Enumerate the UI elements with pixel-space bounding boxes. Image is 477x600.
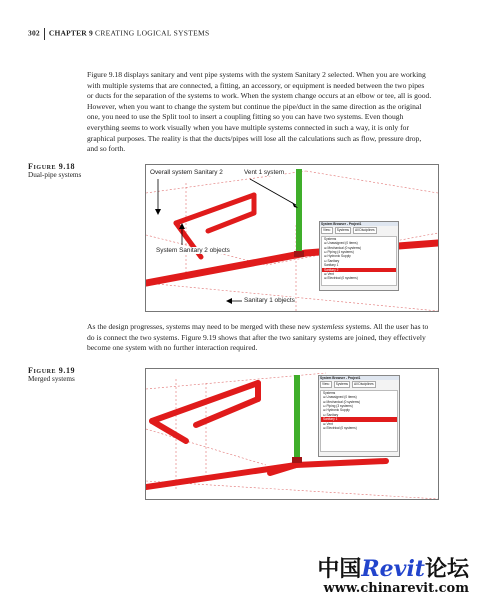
system-tree-item[interactable]: ⊟ Sanitary [323, 412, 339, 417]
system-tree-item[interactable]: ⊟ Piping (3 systems) [323, 404, 353, 409]
system-tree-item[interactable]: ⊞ Mechanical (0 systems) [323, 399, 361, 404]
discipline-dropdown[interactable]: All Disciplines [353, 382, 374, 387]
view-dropdown[interactable]: Systems [336, 228, 349, 233]
vent-pipe [296, 169, 302, 255]
system-tree-item[interactable]: ⊞ Mechanical (0 systems) [324, 245, 362, 250]
system-tree [320, 390, 398, 452]
view-label: View: [323, 228, 331, 233]
watermark-url: www.chinarevit.com [323, 581, 469, 596]
figure-19-label [28, 366, 75, 383]
figure-19-number: Figure 9.19 [28, 366, 76, 375]
watermark-revit: Revit [361, 556, 425, 582]
system-tree-item[interactable]: ⊞ Electrical (0 systems) [323, 426, 357, 431]
system-tree-item[interactable]: Sanitary 1 [321, 417, 397, 421]
system-browser-panel-19[interactable] [318, 375, 400, 457]
system-tree-item[interactable]: ⊞ Electrical (0 systems) [324, 276, 358, 281]
system-tree-item[interactable]: ⊟ Piping (4 systems) [324, 250, 354, 255]
watermark [317, 557, 469, 596]
figure-18-label [28, 162, 81, 179]
watermark-cn-a: 中国 [317, 556, 362, 582]
watermark-title [317, 557, 469, 581]
callout-sanitary-2-objects: System Sanitary 2 objects [156, 247, 230, 254]
body-paragraph-2-emphasis: systemless [312, 322, 344, 331]
system-tree-item[interactable]: ⊞ Vent [324, 272, 334, 277]
system-tree-item[interactable]: ⊞ Unassigned (0 items) [324, 241, 358, 246]
running-header [28, 28, 209, 40]
vent-fitting [294, 251, 304, 257]
callout-leaders [158, 179, 296, 301]
system-tree-item[interactable]: ⊞ Unassigned (0 items) [323, 395, 357, 400]
figure-18-number: Figure 9.18 [28, 162, 76, 171]
figure-18-caption: Dual-pipe systems [28, 171, 82, 179]
system-tree-item[interactable]: ⊞ Hydronic Supply [323, 408, 350, 413]
system-browser-title: System Browser - Project1 [320, 222, 398, 226]
body-paragraph-2 [87, 322, 432, 354]
system-tree-item[interactable]: ⊟ Sanitary [324, 258, 340, 263]
callout-sanitary-1-objects: Sanitary 1 objects [244, 297, 295, 304]
chapter-number: CHAPTER 9 [48, 28, 93, 38]
figure-19-image [145, 368, 439, 500]
system-tree-item[interactable]: ⊞ Hydronic Supply [324, 254, 351, 259]
figure-19-caption: Merged systems [28, 375, 75, 383]
system-browser-toolbar [320, 226, 398, 234]
figure-18-image [145, 164, 439, 312]
system-tree-item[interactable]: Systems [323, 390, 336, 395]
view-dropdown[interactable]: Systems [335, 382, 348, 387]
watermark-cn-b: 论坛 [424, 556, 469, 582]
callout-overall-sanitary-2: Overall system Sanitary 2 [150, 169, 223, 176]
body-paragraph-2-end: systems. All the user has to do is connect the two systems. Figure 9.19 shows that after the two sanitary systems are joined, they effectively become one system with no further interaction required. [87, 322, 429, 353]
vent-pipe [294, 375, 300, 463]
system-tree-item[interactable]: Sanitary 1 [324, 263, 339, 268]
body-paragraph-1: Figure 9.18 displays sanitary and vent pipe systems with the system Sanitary 2 selected. When you are working with multiple systems that are connected, a fitting, an accessory, or equipment is needed between the two pipes or ducts for the separation of the systems to work. When the system change occurs at an elbow or tee, all is good. However, when you want to change the system but continue the pipe/duct in the same direction as the original one, you need to use the Split tool to insert a coupling fitting so you can have two systems. Even though everything seems to work visually when you have multiple systems connected in such a way, it is only for graphical purposes. The reality is that the ducts/pipes will lose all the calculations such as flow, pressure drop, and so forth. [87, 70, 432, 154]
view-label: View: [322, 382, 330, 387]
page-number: 302 [28, 28, 40, 38]
discipline-dropdown[interactable]: All Disciplines [354, 228, 375, 233]
system-browser-panel-18[interactable] [319, 221, 399, 291]
system-browser-title: System Browser - Project1 [319, 376, 399, 380]
system-tree-item[interactable]: Systems [324, 236, 337, 241]
system-tree [321, 236, 397, 286]
system-tree-item[interactable]: Sanitary 2 [322, 268, 396, 272]
header-divider [44, 28, 45, 40]
chapter-title: CREATING LOGICAL SYSTEMS [95, 28, 210, 38]
callout-vent-1: Vent 1 system [244, 169, 285, 176]
system-tree-item[interactable]: ⊞ Vent [323, 421, 333, 426]
system-browser-toolbar [319, 380, 399, 388]
vent-fitting [292, 457, 302, 463]
body-paragraph-2-start: As the design progresses, systems may need to be merged with these new [87, 322, 313, 331]
